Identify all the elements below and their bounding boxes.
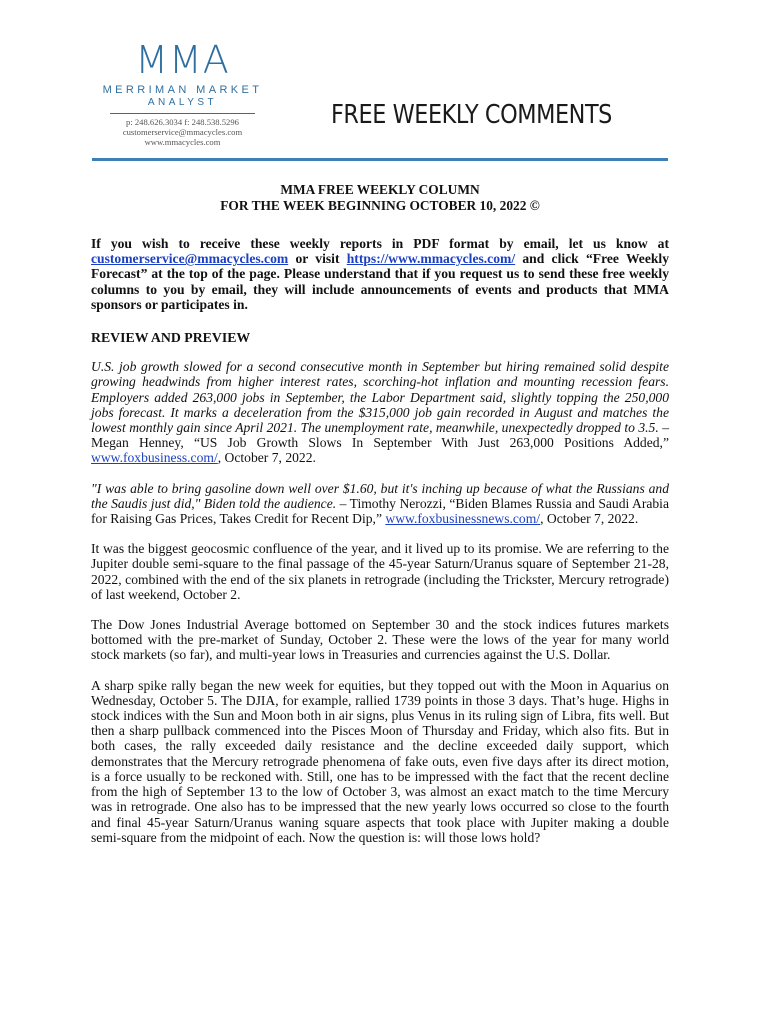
logo-name: MERRIMAN MARKET xyxy=(102,84,263,96)
quote-paragraph-1 xyxy=(91,359,669,465)
quote-1-link[interactable]: www.foxbusiness.com/ xyxy=(91,450,218,466)
logo-subtitle: ANALYST xyxy=(147,97,218,108)
quote-2-date: , October 7, 2022. xyxy=(540,511,639,527)
body-paragraph-2: The Dow Jones Industrial Average bottomed on September 30 and the stock indices futures markets bottomed with the pre-market of Sunday, October 2. These were the lows of the year for many world stock markets (so far), and multi-year lows in Treasuries and currencies against the U.S. Dollar. xyxy=(91,617,669,663)
quote-paragraph-2 xyxy=(91,481,669,527)
mma-logo xyxy=(100,40,265,147)
logo-mark: MMA xyxy=(135,38,230,82)
notice-text-2: or visit xyxy=(288,251,347,267)
quote-1-text: U.S. job growth slowed for a second consecutive month in September but hiring remained solid despite growing headwinds from higher interest rates, scorching-hot inflation and mounting recession fears. Employers added 263,000 jobs in September, the Labor Department said, slightly topping the 250,000 jobs forecast. It marks a deceleration from the $315,000 job gain recorded in August and matches the lowest monthly gain since April 2021. The unemployment rate, meanwhile, unexpectedly dropped to 3.5. xyxy=(91,359,669,436)
column-title-line2: FOR THE WEEK BEGINNING OCTOBER 10, 2022 © xyxy=(220,198,540,213)
quote-2-text: "I was able to bring gasoline down well over $1.60, but it's inching up because of what the Russians and the Saudis just did," Biden told the audience. xyxy=(91,480,669,511)
subscription-notice xyxy=(91,236,669,312)
website-link[interactable]: https://www.mmacycles.com/ xyxy=(346,251,516,267)
logo-divider xyxy=(110,113,255,114)
notice-text-1: If you wish to receive these weekly reports in PDF format by email, let us know at xyxy=(91,236,669,251)
body-paragraph-1: It was the biggest geocosmic confluence of the year, and it lived up to its promise. We are referring to the Jupiter double semi-square to the final passage of the 45-year Saturn/Uranus square of September 21-28, 2022, combined with the end of the six planets in retrograde (including the Trickster, Mercury retrograde) of last weekend, October 2. xyxy=(91,541,669,602)
contact-phone: p: 248.626.3034 f: 248.538.5296 xyxy=(126,117,239,127)
column-title-line1: MMA FREE WEEKLY COLUMN xyxy=(280,182,480,197)
body-paragraph-3: A sharp spike rally began the new week for equities, but they topped out with the Moon in Aquarius on Wednesday, October 5. The DJIA, for example, rallied 1739 points in those 3 days. That’s huge. Highs in stock indices with the Sun and Moon both in air signs, plus Venus in its ruling sign of Libra, fits well. But then a sharp pullback commenced into the Pisces Moon of Thursday and Friday, which also fits. But in both cases, the rally exceeded daily resistance and the decline exceeded daily support, which demonstrates that the Mercury retrograde phenomena of fake outs, even five days after its direct motion, is a force usually to be reckoned with. Still, one has to be impressed with the fact that the recent decline from the high of September 13 to the low of October 3, was almost an exact match to the time Mercury was in retrograde. One also has to be impressed that the new yearly lows occurred so close to the fourth and final 45-year Saturn/Uranus waning square aspects that took place with Jupiter making a double semi-square from the midpoint of each. Now the question is: will those lows hold? xyxy=(91,677,669,845)
header-divider xyxy=(92,158,668,161)
quote-1-attribution: – Megan Henney, “US Job Growth Slows In September With Just 263,000 Positions Added,” xyxy=(91,420,669,451)
quote-1-date: , October 7, 2022. xyxy=(217,450,316,466)
quote-2-attribution: – Timothy Nerozzi, “Biden Blames Russia and Saudi Arabia for Raising Gas Prices, Takes Credit for Recent Dip,” xyxy=(91,495,669,527)
quote-2-link[interactable]: www.foxbusinessnews.com/ xyxy=(385,511,541,527)
contact-email: customerservice@mmacycles.com xyxy=(122,127,243,137)
header-title: FREE WEEKLY COMMENTS xyxy=(331,100,612,130)
email-link[interactable]: customerservice@mmacycles.com xyxy=(91,251,289,267)
notice-text-3: and click “Free Weekly Forecast” at the top of the page. Please understand that if you request us to send these free weekly columns to you by email, they will include announcements of events and products that MMA sponsors or participates in. xyxy=(91,251,669,312)
contact-web: www.mmacycles.com xyxy=(144,137,221,147)
section-heading: REVIEW AND PREVIEW xyxy=(91,330,251,346)
document-body xyxy=(91,182,669,845)
